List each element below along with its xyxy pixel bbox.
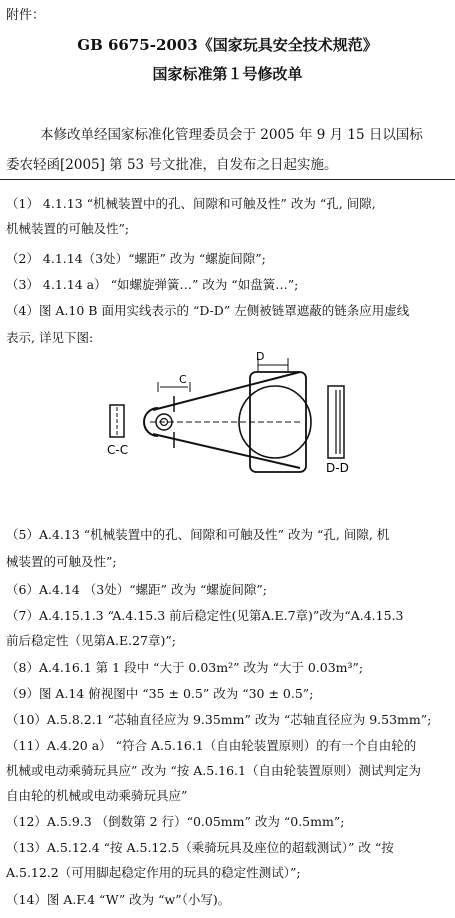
intro-line-1: 本修改单经国家标准化管理委员会于 2005 年 9 月 15 日以国标 <box>40 127 423 143</box>
separator-rule <box>0 179 455 180</box>
chain-guard-diagram <box>0 350 455 500</box>
document-subtitle: 国家标准第１号修改单 <box>152 65 303 83</box>
item-line: （12）A.5.9.3 （倒数第 2 行）“0.05mm” 改为 “0.5mm”; <box>6 814 345 829</box>
chain-upper <box>153 372 300 410</box>
item-line: （1） 4.1.13 “机械装置中的孔、间隙和可触及性” 改为 “孔, 间隙, <box>6 196 376 211</box>
attachment-label: 附件： <box>6 8 46 23</box>
item-line: （8）A.4.16.1 第 1 段中 “大于 0.03m²” 改为 “大于 0.03m³”; <box>6 660 364 675</box>
item-line: （9）图 A.14 俯视图中 “35 ± 0.5” 改为 “30 ± 0.5”; <box>6 686 314 701</box>
item-line: （3） 4.1.14 a） “如螺旋弹簧…” 改为 “如盘簧…”; <box>6 277 299 292</box>
label-c: C <box>179 373 187 386</box>
label-cc: C-C <box>107 443 129 457</box>
item-line: 自由轮的机械或电动乘骑玩具应” <box>6 788 188 803</box>
item-line: 机械或电动乘骑玩具应” 改为 “按 A.5.16.1（自由轮装置原则）测试判定为 <box>6 763 421 778</box>
item-line: （4）图 A.10 B 面用实线表示的 “D-D” 左侧被链罩遮蔽的链条应用虚线 <box>6 303 410 318</box>
item-line: （10）A.5.8.2.1 “芯轴直径应为 9.35mm” 改为 “芯轴直径应为 9.53mm”; <box>6 712 432 727</box>
item-line: 前后稳定性（见第A.E.27章)”; <box>6 633 176 648</box>
item-line: （11）A.4.20 a） “符合 A.5.16.1（自由轮装置原则）的有一个自由轮的 <box>6 738 417 753</box>
item-line: 表示, 详见下图: <box>6 330 94 345</box>
item-line: （5）A.4.13 “机械装置中的孔、间隙和可触及性” 改为 “孔, 间隙, 机 <box>6 527 390 542</box>
document-title: GB 6675-2003《国家玩具安全技术规范》 <box>77 36 378 54</box>
item-line: （13）A.5.12.4 “按 A.5.12.5（乘骑玩具及座位的超载测试）” 改 “按 <box>6 840 394 855</box>
item-line: （7）A.4.15.1.3 “A.4.15.3 前后稳定性(见第A.E.7章)”改为“A.4.15.3 <box>6 608 404 623</box>
item-line: A.5.12.2（可用脚起稳定作用的玩具的稳定性测试）”; <box>6 865 301 880</box>
item-line: （2） 4.1.14（3处）“螺距” 改为 “螺旋间隙”; <box>6 251 266 266</box>
item-line: 械装置的可触及性”; <box>6 554 117 569</box>
intro-line-2: 委农轻函[2005] 第 53 号文批准，自发布之日起实施。 <box>6 157 338 173</box>
item-line: 机械装置的可触及性”; <box>6 221 130 236</box>
chain-lower <box>153 434 300 468</box>
item-line: （14）图 A.F.4 “W” 改为 “w”（小写)。 <box>6 892 231 907</box>
label-d: D <box>256 350 265 363</box>
item-line: （6）A.4.14 （3处）“螺距” 改为 “螺旋间隙”; <box>6 582 267 597</box>
label-dd: D-D <box>326 461 349 475</box>
